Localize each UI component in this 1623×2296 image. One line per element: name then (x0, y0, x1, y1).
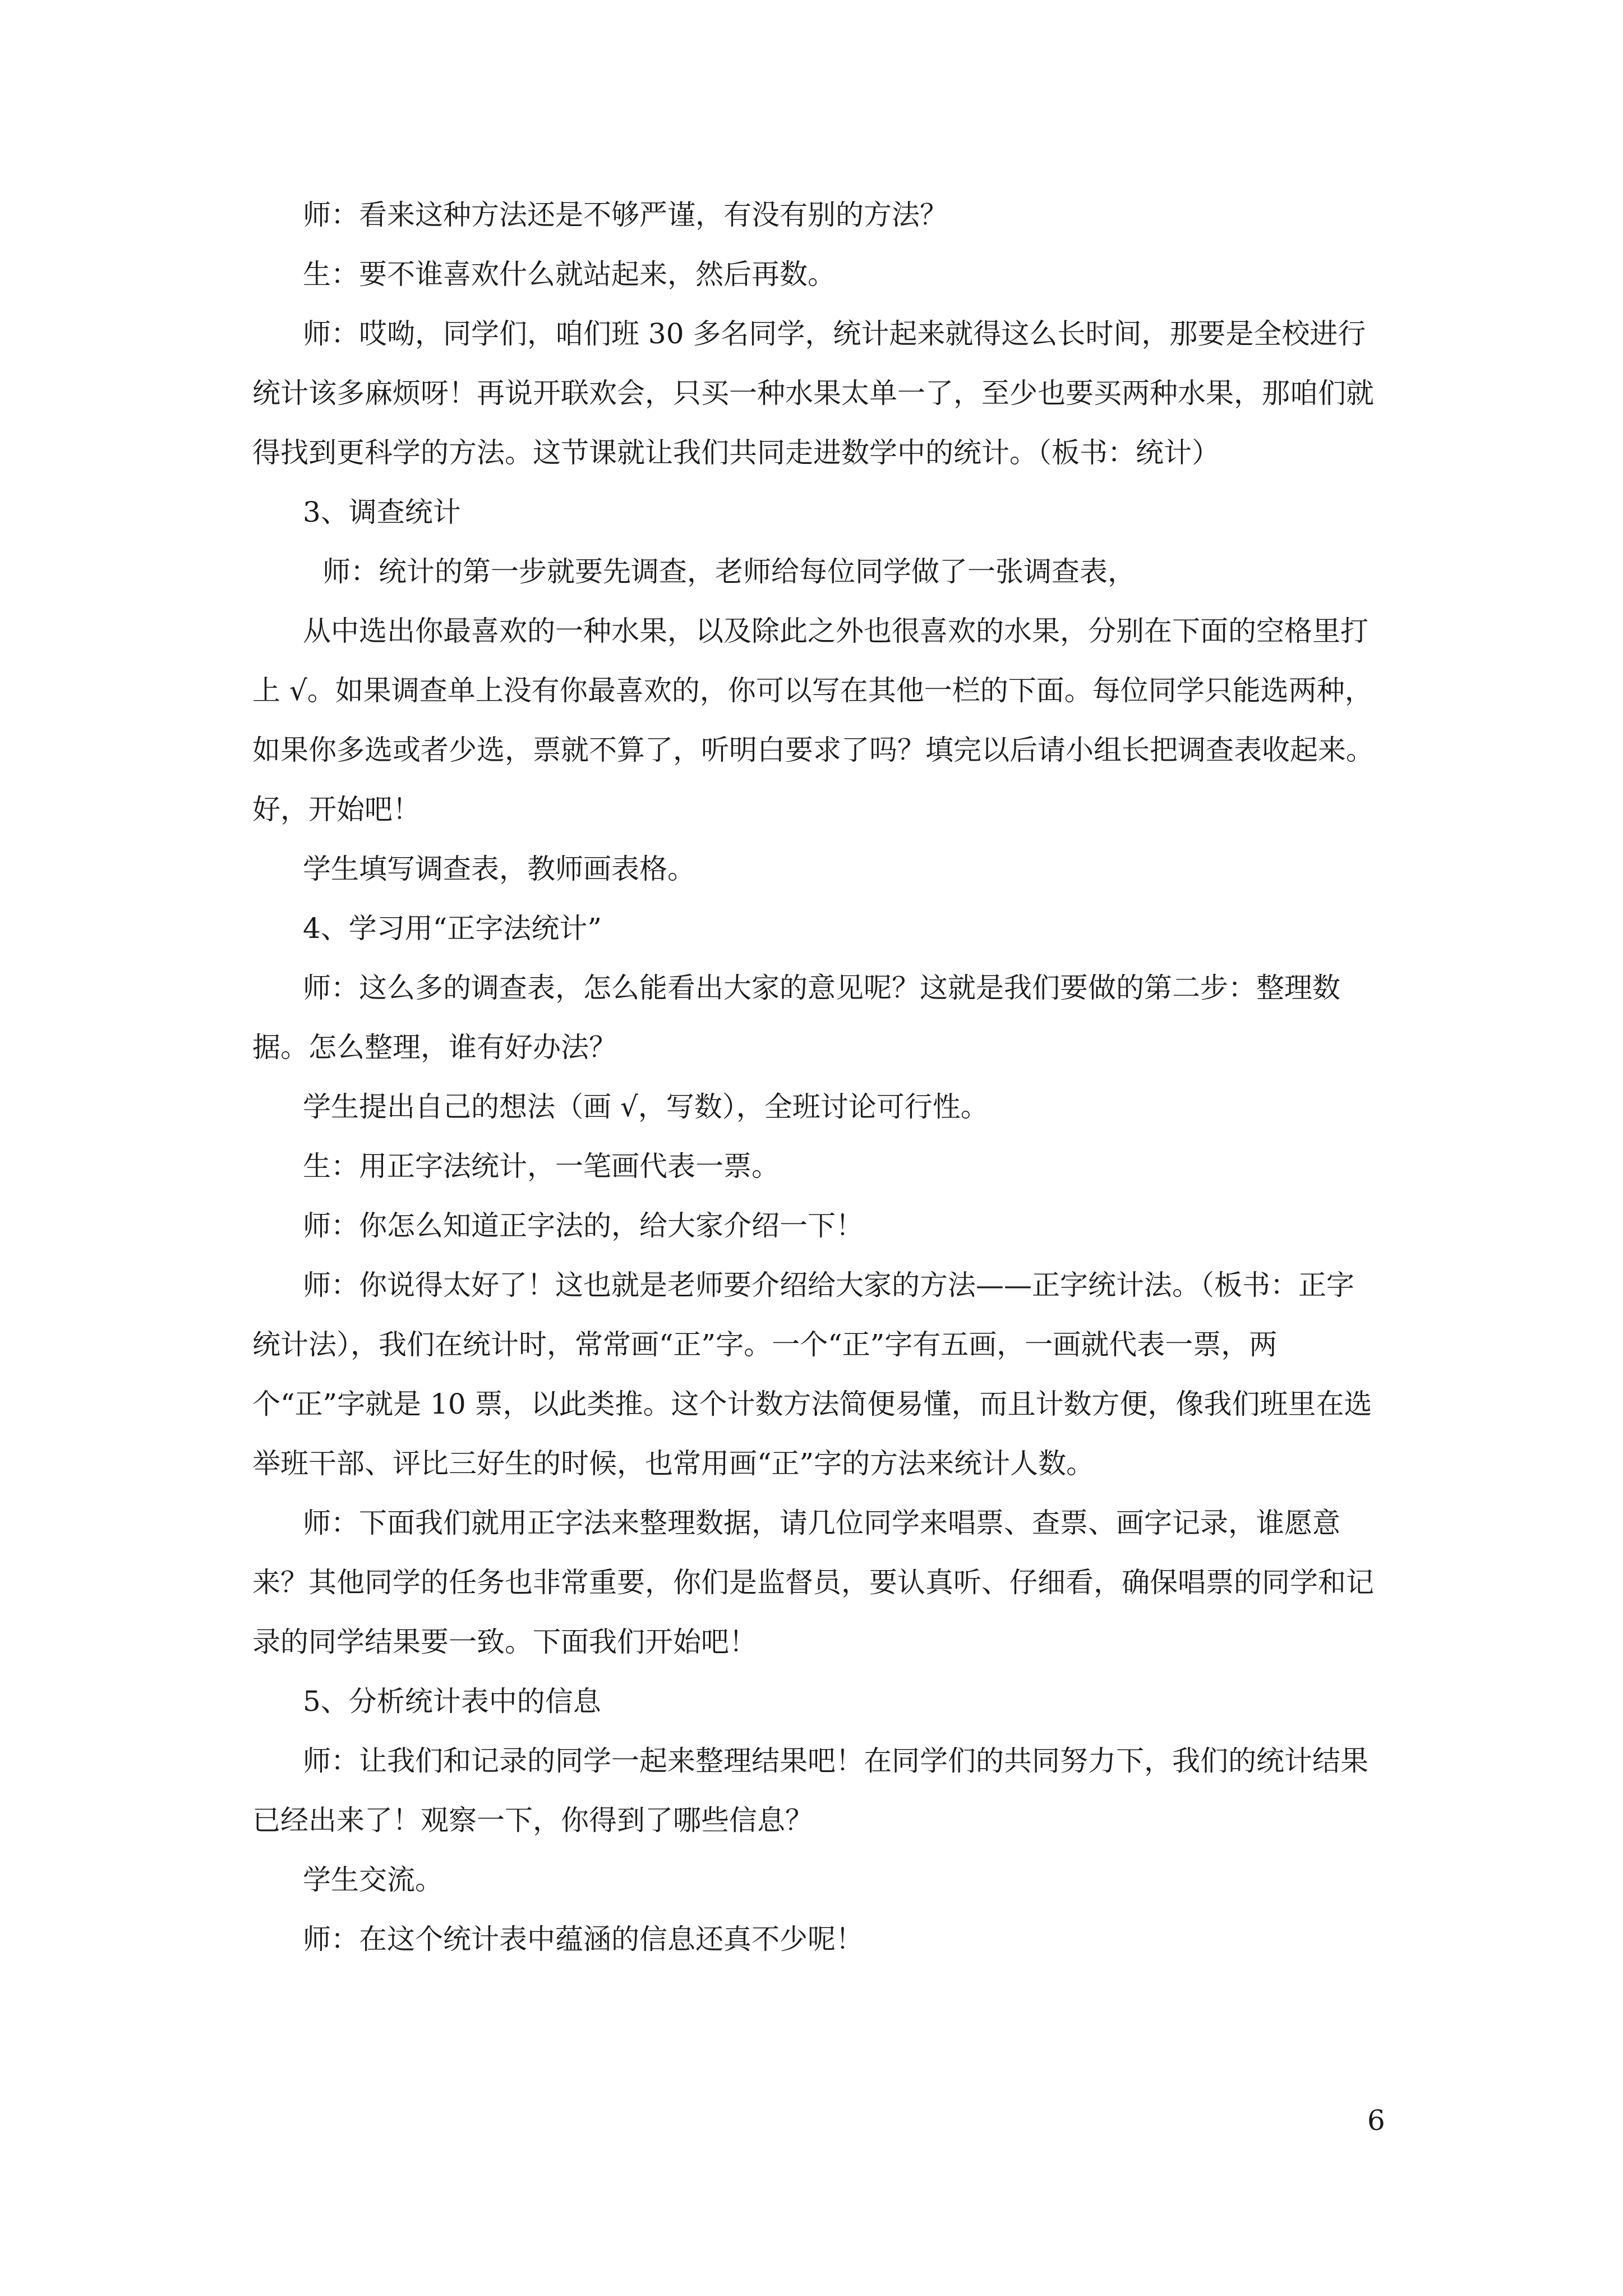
paragraph: 学生提出自己的想法（画 √，写数），全班讨论可行性。 (303, 1091, 989, 1123)
paragraph: 师：哎呦，同学们，咱们班 30 多名同学，统计起来就得这么长时间，那要是全校进行统计该多麻烦呀！再说开联欢会，只买一种水果太单一了，至少也要买两种水果，那咱们就得找到更科学的方法。这节课就让我们共同走进数学中的统计。（板书：统计） (252, 318, 1374, 469)
page-number: 6 (1367, 2104, 1385, 2137)
paragraph: 学生填写调查表，教师画表格。 (303, 853, 695, 885)
section-heading: 3、调查统计 (303, 496, 461, 528)
paragraph: 学生交流。 (303, 1864, 443, 1896)
paragraph: 生：要不谁喜欢什么就站起来，然后再数。 (303, 258, 836, 291)
paragraph: 生：用正字法统计，一笔画代表一票。 (303, 1150, 780, 1182)
paragraph: 师：你说得太好了！这也就是老师要介绍给大家的方法——正字统计法。（板书：正字统计法），我们在统计时，常常画“正”字。一个“正”字有五画，一画就代表一票，两个“正”字就是 10 票，以此类推。这个计数方法简便易懂，而且计数方便，像我们班里在选举班干部、评比三好生的时候，也常用画“正”字的方法来统计人数。 (252, 1269, 1372, 1480)
paragraph: 师：让我们和记录的同学一起来整理结果吧！在同学们的共同努力下，我们的统计结果已经出来了！观察一下，你得到了哪些信息？ (252, 1745, 1368, 1837)
paragraph: 师：在这个统计表中蕴涵的信息还真不少呢！ (303, 1923, 864, 1955)
paragraph: 师：下面我们就用正字法来整理数据，请几位同学来唱票、查票、画字记录，谁愿意来？其他同学的任务也非常重要，你们是监督员，要认真听、仔细看，确保唱票的同学和记录的同学结果要一致。下面我们开始吧！ (252, 1507, 1374, 1658)
paragraph: 师：你怎么知道正字法的，给大家介绍一下！ (303, 1209, 864, 1242)
document-body (252, 185, 1380, 1969)
paragraph: 师：统计的第一步就要先调查，老师给每位同学做了一张调查表， (322, 555, 1136, 588)
section-heading: 4、学习用“正字法统计” (303, 912, 602, 945)
paragraph: 从中选出你最喜欢的一种水果，以及除此之外也很喜欢的水果，分别在下面的空格里打上 √。如果调查单上没有你最喜欢的，你可以写在其他一栏的下面。每位同学只能选两种，如果你多选或者少选，票就不算了，听明白要求了吗？填完以后请小组长把调查表收起来。好，开始吧！ (252, 615, 1374, 826)
paragraph: 师：这么多的调查表，怎么能看出大家的意见呢？这就是我们要做的第二步：整理数据。怎么整理，谁有好办法？ (252, 972, 1340, 1064)
paragraph: 师：看来这种方法还是不够严谨，有没有别的方法？ (303, 199, 948, 231)
section-heading: 5、分析统计表中的信息 (303, 1685, 601, 1718)
